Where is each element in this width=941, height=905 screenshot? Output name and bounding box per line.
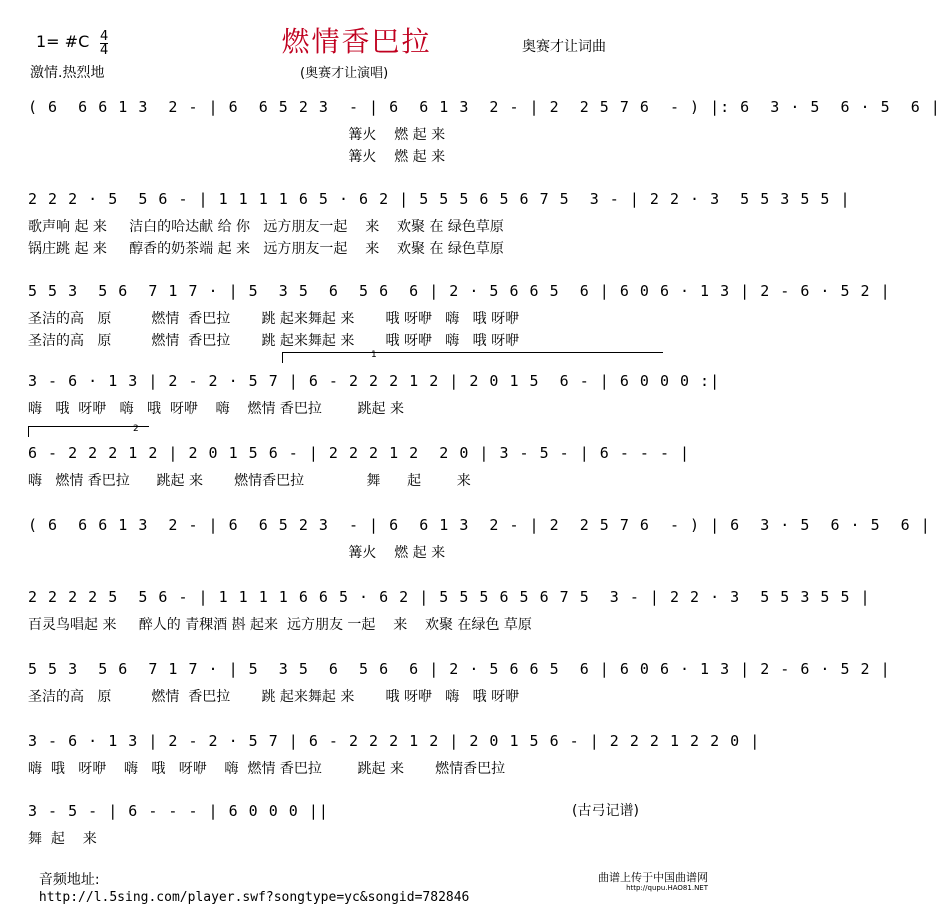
- site-watermark: [572, 872, 708, 894]
- notation-line: 5 5 3 5 6 7 1 7 · | 5 3 5 6 5 6 6 | 2 · 5 6 6 5 6 | 6 0 6 · 1 3 | 2 - 6 · 5 2 |: [28, 282, 891, 300]
- time-signature: [100, 30, 108, 57]
- lyric-verse-2: 篝火 燃 起 来: [28, 149, 446, 165]
- audio-url-link[interactable]: http://l.5sing.com/player.swf?songtype=yc&songid=782846: [38, 890, 470, 905]
- notation-line: 6 - 2 2 2 1 2 | 2 0 1 5 6 - | 2 2 2 1 2 2 0 | 3 - 5 - | 6 - - - |: [28, 444, 691, 462]
- meter-bottom: 4: [100, 43, 109, 58]
- site-line-1: 曲谱上传于中国曲谱网: [598, 871, 708, 884]
- volta-2-bracket: [28, 426, 149, 437]
- volta-2-label: 2: [133, 424, 139, 434]
- lyric-verse-1: 百灵鸟唱起 来 醉人的 青稞酒 斟 起来 远方朋友 一起 来 欢聚 在绿色 草原: [28, 617, 532, 633]
- lyric-verse-1: 歌声响 起 来 洁白的哈达献 给 你 远方朋友一起 来 欢聚 在 绿色草原: [28, 219, 504, 235]
- key-signature: 1= #C: [36, 32, 90, 51]
- tempo-marking: 激情.热烈地: [30, 65, 105, 81]
- notation-line: 5 5 3 5 6 7 1 7 · | 5 3 5 6 5 6 6 | 2 · 5 6 6 5 6 | 6 0 6 · 1 3 | 2 - 6 · 5 2 |: [28, 660, 891, 678]
- audio-address: [30, 853, 469, 905]
- lyric-verse-1: 嗨 燃情 香巴拉 跳起 来 燃情香巴拉 舞 起 来: [28, 473, 471, 489]
- audio-label: 音频地址:: [38, 872, 100, 888]
- author-credit: 奥赛才让词曲: [522, 39, 606, 55]
- notation-line: ( 6 6 6 1 3 2 - | 6 6 5 2 3 - | 6 6 1 3 2 - | 2 2 5 7 6 - ) | 6 3 · 5 6 · 5 6 |: [28, 516, 931, 534]
- meter-top: 4: [100, 29, 109, 44]
- lyric-verse-1: 嗨 哦 呀咿 嗨 哦 呀咿 嗨 燃情 香巴拉 跳起 来 燃情香巴拉: [28, 761, 506, 777]
- notation-line: 3 - 6 · 1 3 | 2 - 2 · 5 7 | 6 - 2 2 2 1 2 | 2 0 1 5 6 - | 6 0 0 0 :|: [28, 372, 721, 390]
- singer-credit: (奥赛才让演唱): [300, 66, 389, 81]
- notation-line: 2 2 2 2 5 5 6 - | 1 1 1 1 6 6 5 · 6 2 | 5 5 5 6 5 6 7 5 3 - | 2 2 · 3 5 5 3 5 5 |: [28, 588, 871, 606]
- lyric-verse-1: 圣洁的高 原 燃情 香巴拉 跳 起来舞起 来 哦 呀咿 嗨 哦 呀咿: [28, 689, 520, 705]
- site-line-2: http://qupu.HAO81.NET: [626, 884, 708, 892]
- lyric-verse-1: 舞 起 来: [28, 831, 97, 847]
- notation-line: 3 - 5 - | 6 - - - | 6 0 0 0 ||: [28, 802, 329, 820]
- score-system-1: [28, 92, 941, 192]
- score-system-2: [28, 184, 851, 284]
- notation-line: ( 6 6 6 1 3 2 - | 6 6 5 2 3 - | 6 6 1 3 2 - | 2 2 5 7 6 - ) |: 6 3 · 5 6 · 5 6 |: [28, 98, 941, 116]
- notation-line: 3 - 6 · 1 3 | 2 - 2 · 5 7 | 6 - 2 2 2 1 2 | 2 0 1 5 6 - | 2 2 2 1 2 2 0 |: [28, 732, 761, 750]
- transcriber-credit: (古弓记谱): [572, 803, 639, 819]
- lyric-verse-1: 篝火 燃 起 来: [28, 545, 446, 561]
- lyric-verse-1: 嗨 哦 呀咿 嗨 哦 呀咿 嗨 燃情 香巴拉 跳起 来: [28, 401, 404, 417]
- lyric-verse-1: 圣洁的高 原 燃情 香巴拉 跳 起来舞起 来 哦 呀咿 嗨 哦 呀咿: [28, 311, 520, 327]
- song-title: 燃情香巴拉: [281, 25, 432, 58]
- lyric-verse-1: 篝火 燃 起 来: [28, 127, 446, 143]
- notation-line: 2 2 2 · 5 5 6 - | 1 1 1 1 6 5 · 6 2 | 5 5 5 6 5 6 7 5 3 - | 2 2 · 3 5 5 3 5 5 |: [28, 190, 851, 208]
- volta-1-bracket: [282, 352, 663, 363]
- lyric-verse-2: 圣洁的高 原 燃情 香巴拉 跳 起来舞起 来 哦 呀咿 嗨 哦 呀咿: [28, 333, 520, 349]
- volta-1-label: 1: [371, 350, 377, 360]
- lyric-verse-2: 锅庄跳 起 来 醇香的奶茶端 起 来 远方朋友一起 来 欢聚 在 绿色草原: [28, 241, 504, 257]
